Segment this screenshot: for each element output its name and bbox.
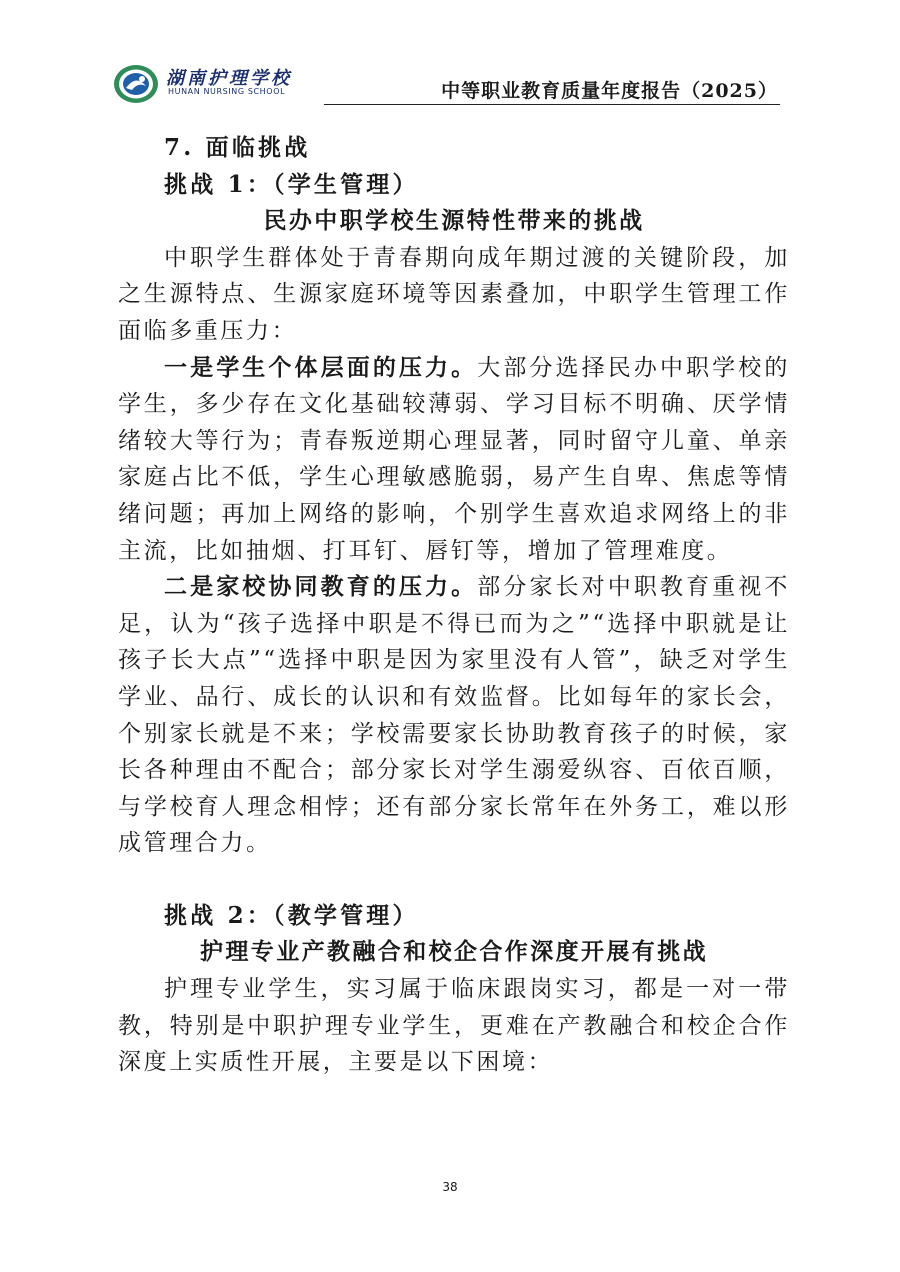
school-name-en: HUNAN NURSING SCHOOL	[168, 87, 286, 96]
point-1-body: 大部分选择民办中职学校的学生，多少存在文化基础较薄弱、学习目标不明确、厌学情绪较大等行为；青春叛逆期心理显著，同时留守儿童、单亲家庭占比不低，学生心理敏感脆弱，易产生自卑、焦虑等情绪问题；再加上网络的影响，个别学生喜欢追求网络上的非主流，比如抽烟、打耳钉、唇钉等，增加了管理难度。	[118, 354, 790, 564]
challenge-1-label: 挑战 1：（学生管理）	[164, 170, 419, 198]
header-rule	[324, 104, 780, 105]
challenge-2-subtitle: 护理专业产教融合和校企合作深度开展有挑战	[200, 938, 708, 966]
challenge-2-label: 挑战 2：（教学管理）	[164, 901, 419, 929]
challenge-1-subtitle: 民办中职学校生源特性带来的挑战	[263, 207, 645, 235]
section-title: 7. 面临挑战	[164, 134, 311, 161]
spacer	[118, 862, 790, 898]
challenge-1-intro: 中职学生群体处于青春期向成年期过渡的关键阶段，加之生源特点、生源家庭环境等因素叠加，中职学生管理工作面临多重压力：	[118, 244, 790, 344]
challenge-1-point-2	[118, 569, 790, 862]
point-2-lead: 二是家校协同教育的压力。	[164, 573, 478, 601]
report-title: 中等职业教育质量年度报告（2025）	[441, 80, 778, 102]
page-header	[112, 62, 780, 106]
school-name-cn: 湖南护理学校	[166, 68, 292, 89]
challenge-2-intro: 护理专业学生，实习属于临床跟岗实习，都是一对一带教，特别是中职护理专业学生，更难在产教融合和校企合作深度上实质性开展，主要是以下困境：	[118, 976, 790, 1076]
page-number: 38	[442, 1180, 458, 1194]
school-logo-icon	[112, 62, 164, 106]
page-body	[118, 130, 790, 1081]
challenge-1-point-1	[118, 350, 790, 570]
point-2-body: 部分家长对中职教育重视不足，认为“孩子选择中职是不得已而为之”“选择中职就是让孩子长大点”“选择中职是因为家里没有人管”，缺乏对学生学业、品行、成长的认识和有效监督。比如每年的家长会，个别家长就是不来；学校需要家长协助教育孩子的时候，家长各种理由不配合；部分家长对学生溺爱纵容、百依百顺，与学校育人理念相悖；还有部分家长常年在外务工，难以形成管理合力。	[118, 574, 790, 857]
point-1-lead: 一是学生个体层面的压力。	[164, 353, 478, 381]
